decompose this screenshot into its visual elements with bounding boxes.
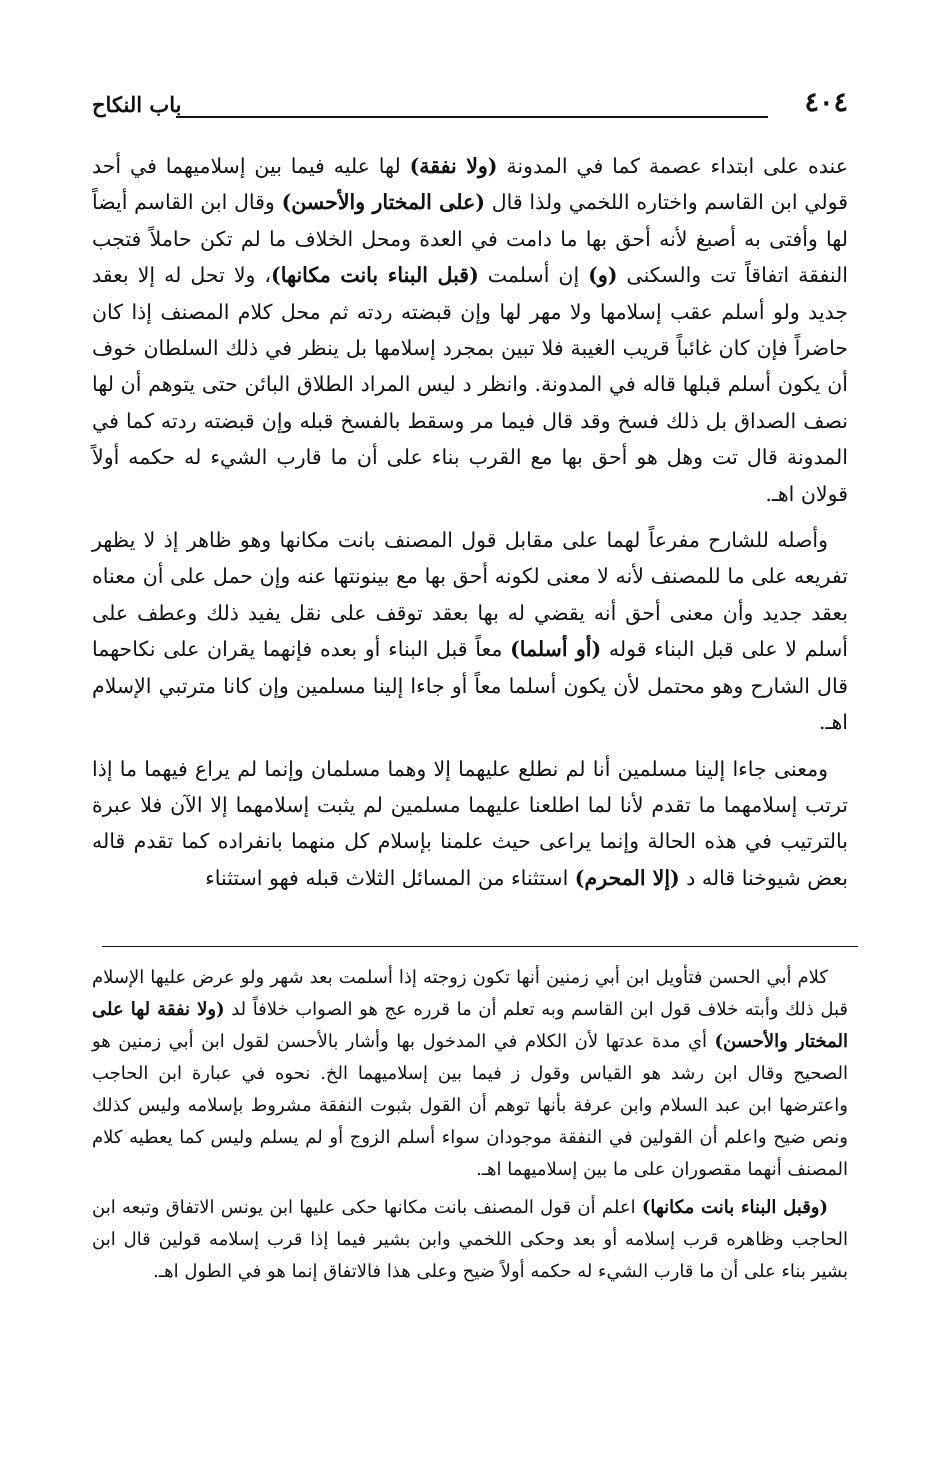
footnote-2 bbox=[92, 1192, 848, 1288]
main-paragraph-3 bbox=[92, 751, 848, 897]
bold-phrase: (إلا المحرم) bbox=[574, 865, 680, 890]
bold-phrase: (وقبل البناء بانت مكانها) bbox=[641, 1197, 829, 1218]
main-paragraph-2 bbox=[92, 522, 848, 740]
chapter-title: باب النكاح bbox=[92, 92, 182, 117]
main-paragraph-1 bbox=[92, 148, 848, 512]
text-segment: ومعنى جاءا إلينا مسلمين أنا لم نطلع عليهما إلا وهما مسلمان وإنما لم يراع فيهما ما إذا ترتب إسلامهما ما تقدم لأنا لما اطلعنا عليهما مسلمين لم يثبت إسلامهما إلا الآن فلا عبرة بالترتيب في هذه الحالة وإنما يراعى حيث علمنا بإسلام كل منهما بانفراده كما تقدم قاله بعض شيوخنا قاله د bbox=[92, 756, 848, 890]
footnotes bbox=[92, 962, 848, 1288]
running-header bbox=[92, 86, 848, 126]
text-segment: وأصله للشارح مفرعاً لهما على مقابل قول المصنف بانت مكانها وهو ظاهر إذ لا يظهر تفريعه على ما للمصنف لأنه لا معنى لكونه أحق بها مع بينونتها عنه وإن حمل على أن معناه بعقد جديد وأن معنى أحق أنه يقضي له بها بعقد توقف على نقل يفيد ذلك وعطف على أسلم لا على قبل البناء قوله bbox=[92, 528, 848, 662]
bold-phrase: (على المختار والأحسن) bbox=[281, 190, 485, 215]
text-segment: إن أسلمت bbox=[478, 263, 589, 288]
bold-phrase: (ولا نفقة) bbox=[409, 154, 498, 178]
footnote-separator bbox=[102, 946, 858, 947]
text-segment: أي مدة عدتها لأن الكلام في المدخول بها وأشار بالأحسن لقول ابن أبي زمنين هو الصحيح وقال ابن رشد هو القياس وقول ز فيما بين إسلاميهما الخ. نحوه في عبارة ابن الحاجب واعترضها ابن عبد السلام وابن عرفة بأنها توهم أن القول بثبوت النفقة مشروط بإسلامه وليس كذلك ونص ضيح واعلم أن القولين في النفقة موجودان سواء أسلم الزوج أو لم يسلم وليس كما يعطيه كلام المصنف أنهما مقصوران على ما بين إسلاميهما اهـ. bbox=[92, 1031, 848, 1180]
footnote-1 bbox=[92, 962, 848, 1186]
page-number: ٤٠٤ bbox=[804, 87, 848, 118]
text-segment: ، ولا تحل له إلا بعقد جديد ولو أسلم عقب إسلامها ولا مهر لها وإن قبضته ردته ثم محل كلام المصنف إذا كان حاضراً فإن كان غائباً قريب الغيبة فلا تبين بمجرد إسلامها بل ينظر في ذلك السلطان خوف أن يكون أسلم قبلها قاله في المدونة. وانظر د ليس المراد الطلاق البائن حتى يتوهم أن لها نصف الصداق بل ذلك فسخ وقد قال فيما مر وسقط بالفسخ قبله وإن قبضته ردته كما في المدونة قال تت وهل هو أحق بها مع القرب بناء على أن ما قارب الشيء له حكمه أولاً قولان اهـ. bbox=[92, 263, 848, 506]
text-segment: معاً قبل البناء أو بعده فإنهما يقران على نكاحهما قال الشارح وهو محتمل لأن يكون أسلما معاً أو جاءا إلينا مسلمين وإن كانا مترتبي الإسلام اهـ. bbox=[92, 637, 848, 735]
text-segment: عنده على ابتداء عصمة كما في المدونة bbox=[497, 154, 848, 178]
text-segment: لها عليه فيما بين إسلاميهما في أحد قولي ابن القاسم واختاره اللخمي ولذا قال bbox=[92, 154, 848, 215]
bold-phrase: (أو أسلما) bbox=[510, 637, 602, 662]
text-segment: كلام أبي الحسن فتأويل ابن أبي زمنين أنها تكون زوجته إذا أسلمت بعد شهر ولو عرض عليها الإسلام قبل ذلك وأبته خلاف قول ابن القاسم وبه تعلم أن ما قرره عج هو الصواب خلافاً لد bbox=[92, 967, 848, 1020]
bold-phrase: (قبل البناء بانت مكانها) bbox=[271, 263, 479, 288]
bold-phrase: (ولا نفقة لها على المختار والأحسن) bbox=[92, 999, 849, 1052]
header-rule bbox=[176, 116, 768, 118]
text-segment: وقال ابن القاسم أيضاً لها وأفتى به أصبغ لأنه أحق بها ما دامت في العدة ومحل الخلاف ما لم تكن حاملاً فتجب النفقة اتفاقاً تت والسكنى bbox=[92, 190, 848, 288]
bold-phrase: (و) bbox=[588, 263, 618, 288]
text-segment: اعلم أن قول المصنف بانت مكانها حكى عليها ابن يونس الاتفاق وتبعه ابن الحاجب وظاهره قرب إسلامه أو بعد وحكى اللخمي وابن بشير فيما إذا قرب إسلامه قولين قال ابن بشير بناء على أن ما قارب الشيء له حكمه أولاً ضيح وعلى هذا فالاتفاق إنما هو في الطول اهـ. bbox=[92, 1197, 848, 1282]
text-segment: استثناء من المسائل الثلاث قبله فهو استثناء bbox=[205, 865, 575, 890]
main-text bbox=[92, 148, 848, 896]
